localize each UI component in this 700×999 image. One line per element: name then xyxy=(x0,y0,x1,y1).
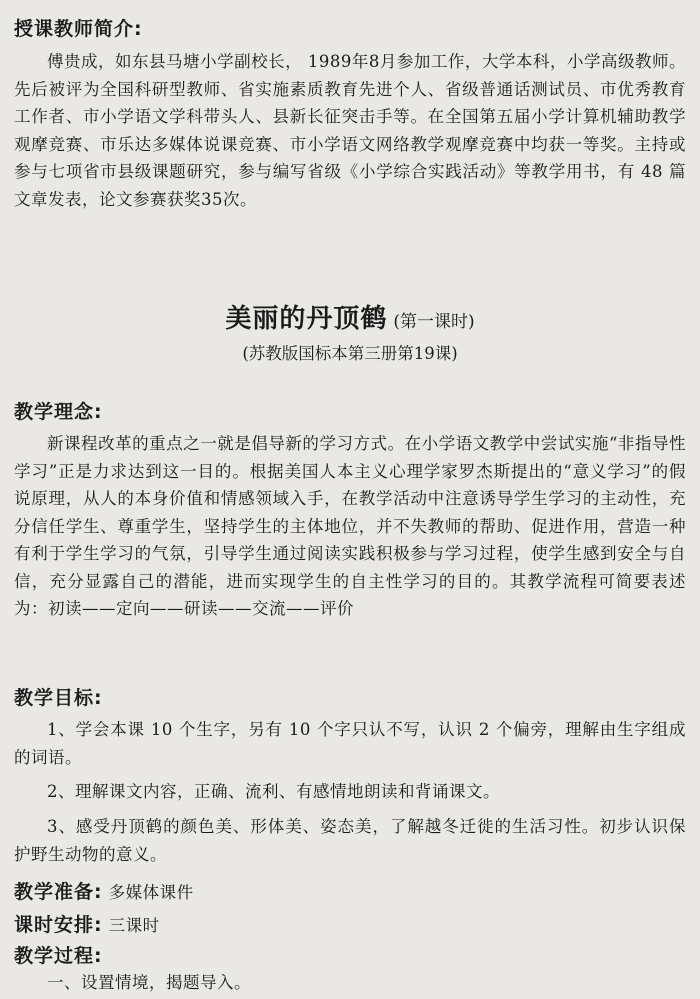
intro-heading: 授课教师简介: xyxy=(14,18,143,40)
schedule-heading: 课时安排: xyxy=(14,914,103,936)
concept-paragraph: 新课程改革的重点之一就是倡导新的学习方式。在小学语文教学中尝试实施“非指导性学习”正是力求达到这一目的。根据美国人本主义心理学家罗杰斯提出的“意义学习”的假说原理，从人的本身价值和情感领域入手，在教学活动中注意诱导学生学习的主动性，充分信任学生、尊重学生，坚持学生的主体地位，并不失教师的帮助、促进作用，营造一种有利于学生学习的气氛，引导学生通过阅读实践积极参与学习过程，使学生感到安全与自信，充分显露自己的潜能，进而实现学生的自主性学习的目的。其教学流程可简要表述为：初读——定向——研读——交流——评价 xyxy=(14,434,686,618)
prep-value: 多媒体课件 xyxy=(108,883,194,902)
intro-paragraph: 傅贵成，如东县马塘小学副校长， 1989年8月参加工作，大学本科，小学高级教师。先后被评为全国科研型教师、省实施素质教育先进个人、省级普通话测试员、市优秀教育工作者、市小学语文学科带头人、县新长征突击手等。在全国第五届小学计算机辅助教学观摩竞赛、市乐达多媒体说课竞赛、市小学语文网络教学观摩竞赛中均获一等奖。主持或参与七项省市县级课题研究，参与编写省级《小学综合实践活动》等教学用书，有 48 篇文章发表，论文参赛获奖35次。 xyxy=(14,52,686,209)
lesson-title-main: 美丽的丹顶鹤 xyxy=(225,304,388,334)
process-step-1: 一、设置情境，揭题导入。 xyxy=(47,973,251,992)
goal-item-2: 2、理解课文内容，正确、流利、有感情地朗读和背诵课文。 xyxy=(47,782,500,801)
prep-line xyxy=(14,877,194,904)
process-heading: 教学过程: xyxy=(14,945,103,967)
lesson-session: (第一课时) xyxy=(393,312,475,332)
goal-item-1: 1、学会本课 10 个生字，另有 10 个字只认不写，认识 2 个偏旁，理解由生字组成的词语。 xyxy=(14,720,686,767)
schedule-value: 三课时 xyxy=(108,916,160,935)
lesson-title xyxy=(0,298,700,335)
goals-heading: 教学目标: xyxy=(14,687,103,709)
goal-item-3: 3、感受丹顶鹤的颜色美、形体美、姿态美，了解越冬迁徙的生活习性。初步认识保护野生动物的意义。 xyxy=(14,817,686,864)
concept-heading: 教学理念: xyxy=(14,401,103,423)
prep-heading: 教学准备: xyxy=(14,881,103,903)
schedule-line xyxy=(14,910,160,937)
lesson-source: (苏教版国标本第三册第19课) xyxy=(242,344,458,363)
